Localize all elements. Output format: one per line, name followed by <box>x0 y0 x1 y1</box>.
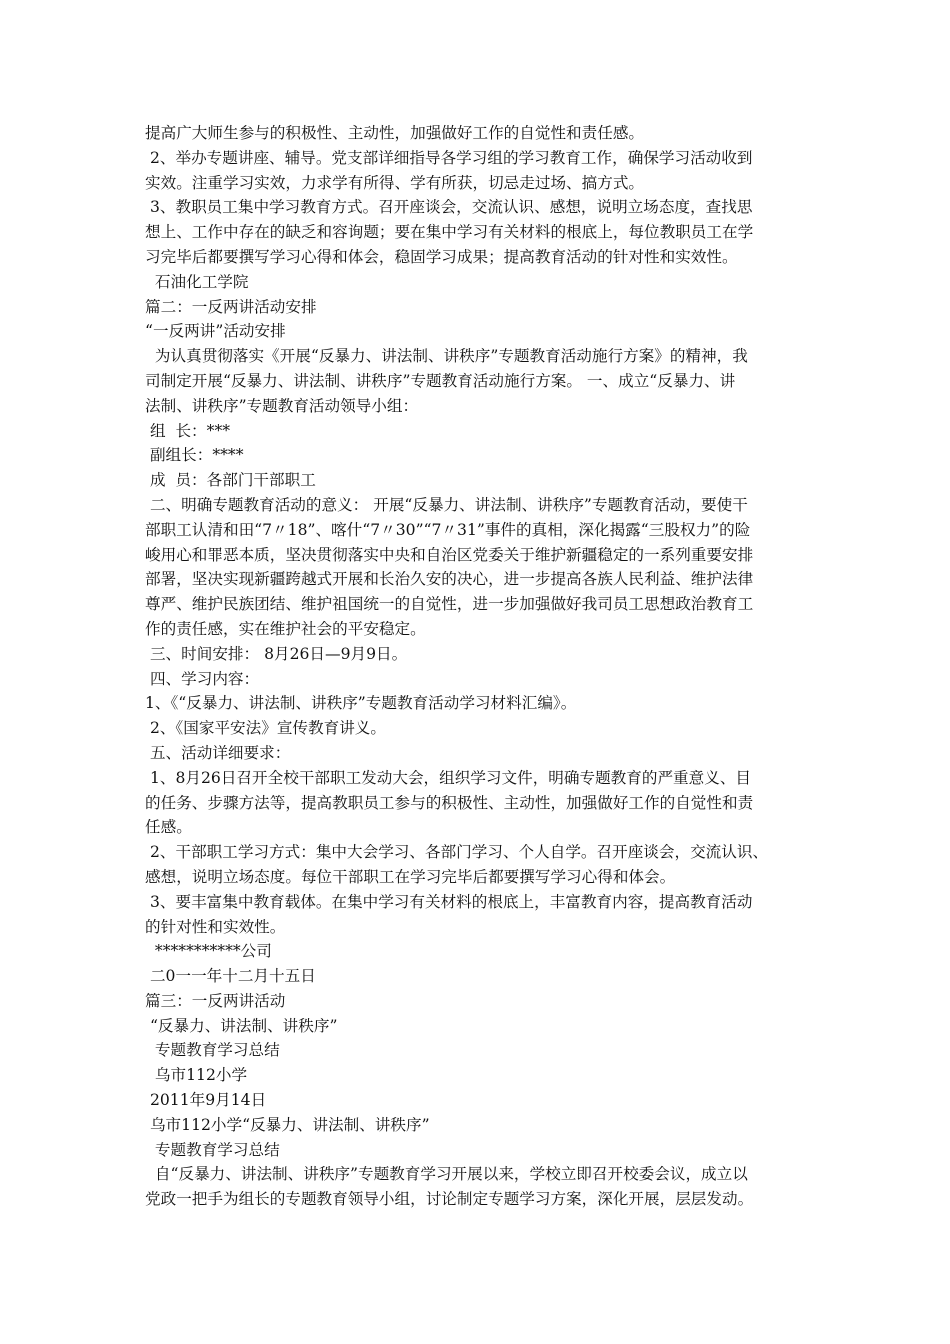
text-line: 专题教育学习总结 <box>145 1041 280 1060</box>
text-line: 1、《“反暴力、讲法制、讲秩序”专题教育活动学习材料汇编》。 <box>145 694 577 713</box>
text-line: 专题教育学习总结 <box>145 1140 280 1159</box>
text-line: 副组长：**** <box>145 446 244 465</box>
text-line: 3、教职员工集中学习教育方式。召开座谈会，交流认识、感想，说明立场态度，查找思 <box>145 198 753 217</box>
text-line: 尊严、维护民族团结、维护祖国统一的自觉性，进一步加强做好我司员工思想政治教育工 <box>145 595 754 614</box>
text-line: 五、活动详细要求： <box>145 743 291 762</box>
text-line: 部职工认清和田“7〃18”、喀什“7〃30”“7〃31”事件的真相，深化揭露“三股权力”的险 <box>145 520 751 539</box>
document-title: “一反两讲”活动安排 <box>145 322 286 341</box>
text-line: 的针对性和实效性。 <box>145 917 286 936</box>
text-line: 想上、工作中存在的缺乏和容询题；要在集中学习有关材料的根底上，每位教职员工在学 <box>145 223 754 242</box>
text-line: 成 员：各部门干部职工 <box>145 471 316 490</box>
signature-line: 石油化工学院 <box>145 272 249 291</box>
text-line: 2、干部职工学习方式：集中大会学习、各部门学习、个人自学。召开座谈会，交流认识、 <box>145 843 769 862</box>
date-line: 二0一一年十二月十五日 <box>145 967 316 986</box>
text-line: 峻用心和罪恶本质，坚决贯彻落实中央和自治区党委关于维护新疆稳定的一系列重要安排 <box>145 545 754 564</box>
text-line: 三、时间安排： 8月26日—9月9日。 <box>145 644 408 663</box>
signature-line: ***********公司 <box>145 942 272 961</box>
text-line: “反暴力、讲法制、讲秩序” <box>145 1016 338 1035</box>
text-line: 司制定开展“反暴力、讲法制、讲秩序”专题教育活动施行方案。 一、成立“反暴力、讲 <box>145 371 736 390</box>
text-line: 3、要丰富集中教育载体。在集中学习有关材料的根底上，丰富教育内容，提高教育活动 <box>145 892 753 911</box>
text-line: 法制、讲秩序”专题教育活动领导小组： <box>145 396 419 415</box>
section-heading: 篇三：一反两讲活动 <box>145 991 286 1010</box>
text-line: 习完毕后都要撰写学习心得和体会，稳固学习成果；提高教育活动的针对性和实效性。 <box>145 247 738 266</box>
text-line: 二、明确专题教育活动的意义： 开展“反暴力、讲法制、讲秩序”专题教育活动，要使干 <box>145 495 748 514</box>
text-line: 四、学习内容： <box>145 669 260 688</box>
text-line: 为认真贯彻落实《开展“反暴力、讲法制、讲秩序”专题教育活动施行方案》的精神，我 <box>145 347 748 366</box>
date-line: 2011年9月14日 <box>145 1091 267 1110</box>
text-line: 感想，说明立场态度。每位干部职工在学习完毕后都要撰写学习心得和体会。 <box>145 867 676 886</box>
document-body <box>145 121 820 1212</box>
text-line: 1、8月26日召开全校干部职工发动大会，组织学习文件，明确专题教育的严重意义、目 <box>145 768 752 787</box>
text-line: 组 长：*** <box>145 421 231 440</box>
text-line: 乌市112小学“反暴力、讲法制、讲秩序” <box>145 1115 430 1134</box>
section-heading: 篇二：一反两讲活动安排 <box>145 297 317 316</box>
text-line: 2、举办专题讲座、辅导。党支部详细指导各学习组的学习教育工作，确保学习活动收到 <box>145 148 753 167</box>
text-line: 乌市112小学 <box>145 1066 248 1085</box>
text-line: 任感。 <box>145 818 192 837</box>
text-line: 2、《国家平安法》宣传教育讲义。 <box>145 719 386 738</box>
text-line: 的任务、步骤方法等，提高教职员工参与的积极性、主动性，加强做好工作的自觉性和责 <box>145 793 754 812</box>
text-line: 提高广大师生参与的积极性、主动性，加强做好工作的自觉性和责任感。 <box>145 124 645 142</box>
text-line: 部署，坚决实现新疆跨越式开展和长治久安的决心，进一步提高各族人民利益、维护法律 <box>145 570 754 589</box>
text-line: 作的责任感，实在维护社会的平安稳定。 <box>145 619 426 638</box>
text-line: 实效。注重学习实效，力求学有所得、学有所获，切忌走过场、搞方式。 <box>145 173 645 192</box>
text-line: 党政一把手为组长的专题教育领导小组，讨论制定专题学习方案，深化开展，层层发动。 <box>145 1190 754 1209</box>
text-line: 自“反暴力、讲法制、讲秩序”专题教育学习开展以来，学校立即召开校委会议，成立以 <box>145 1165 748 1184</box>
